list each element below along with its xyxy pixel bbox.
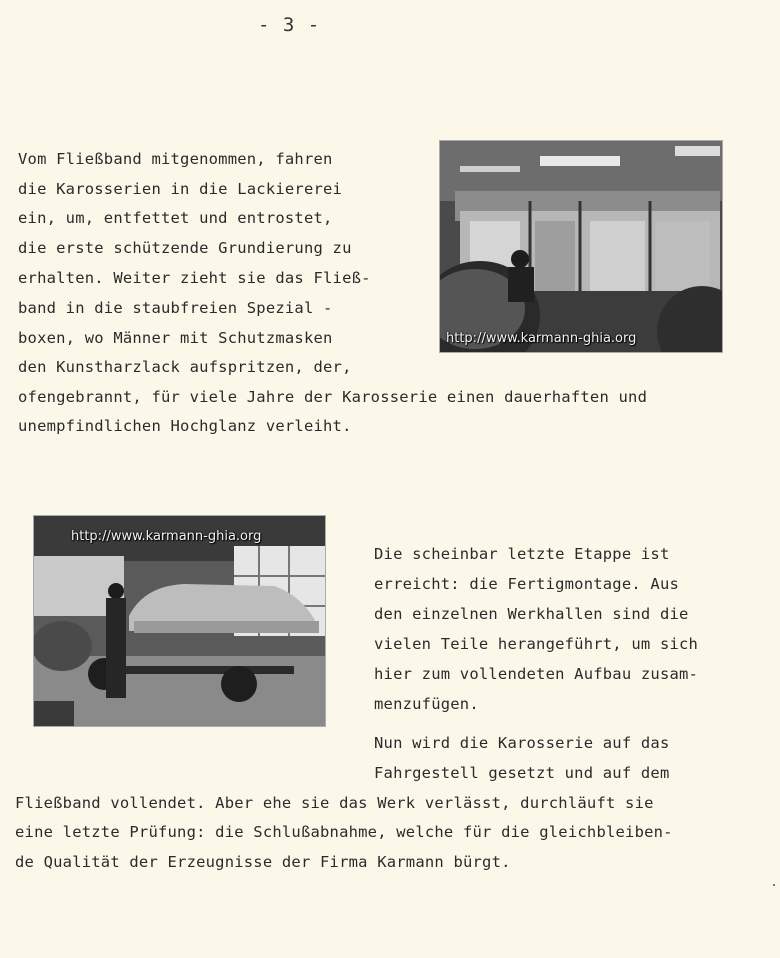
text-line: Die scheinbar letzte Etappe ist [374,545,670,563]
paper-speck [773,884,775,886]
text-line: erreicht: die Fertigmontage. Aus [374,575,680,593]
text-line: erhalten. Weiter zieht sie das Fließ- [18,269,371,287]
text-line: band in die staubfreien Spezial - [18,299,333,317]
text-line: die erste schützende Grundierung zu [18,239,352,257]
text-line: den Kunstharzlack aufspritzen, der, [18,358,352,376]
text-line: boxen, wo Männer mit Schutzmasken [18,329,333,347]
watermark-text: http://www.karmann-ghia.org [446,331,637,346]
paint-shop-photo [439,140,723,353]
final-assembly-photo [33,515,326,727]
text-line: menzufügen. [374,695,479,713]
text-line: unempfindlichen Hochglanz verleiht. [18,417,352,435]
watermark-text: http://www.karmann-ghia.org [71,529,262,544]
text-line: Vom Fließband mitgenommen, fahren [18,150,333,168]
page-number: - 3 - [258,14,321,36]
text-line: ofengebrannt, für viele Jahre der Karosserie einen dauerhaften und [18,388,648,406]
text-line: den einzelnen Werkhallen sind die [374,605,689,623]
text-line: ein, um, entfettet und entrostet, [18,209,333,227]
text-line: die Karosserien in die Lackiererei [18,180,343,198]
text-line: Fließband vollendet. Aber ehe sie das Werk verlässt, durchläuft sie [15,794,654,812]
text-line: vielen Teile herangeführt, um sich [374,635,699,653]
text-line: hier zum vollendeten Aufbau zusam- [374,665,699,683]
text-line: Nun wird die Karosserie auf das [374,734,670,752]
text-line: Fahrgestell gesetzt und auf dem [374,764,670,782]
text-line: de Qualität der Erzeugnisse der Firma Karmann bürgt. [15,853,511,871]
text-line: eine letzte Prüfung: die Schlußabnahme, welche für die gleichbleiben- [15,823,673,841]
